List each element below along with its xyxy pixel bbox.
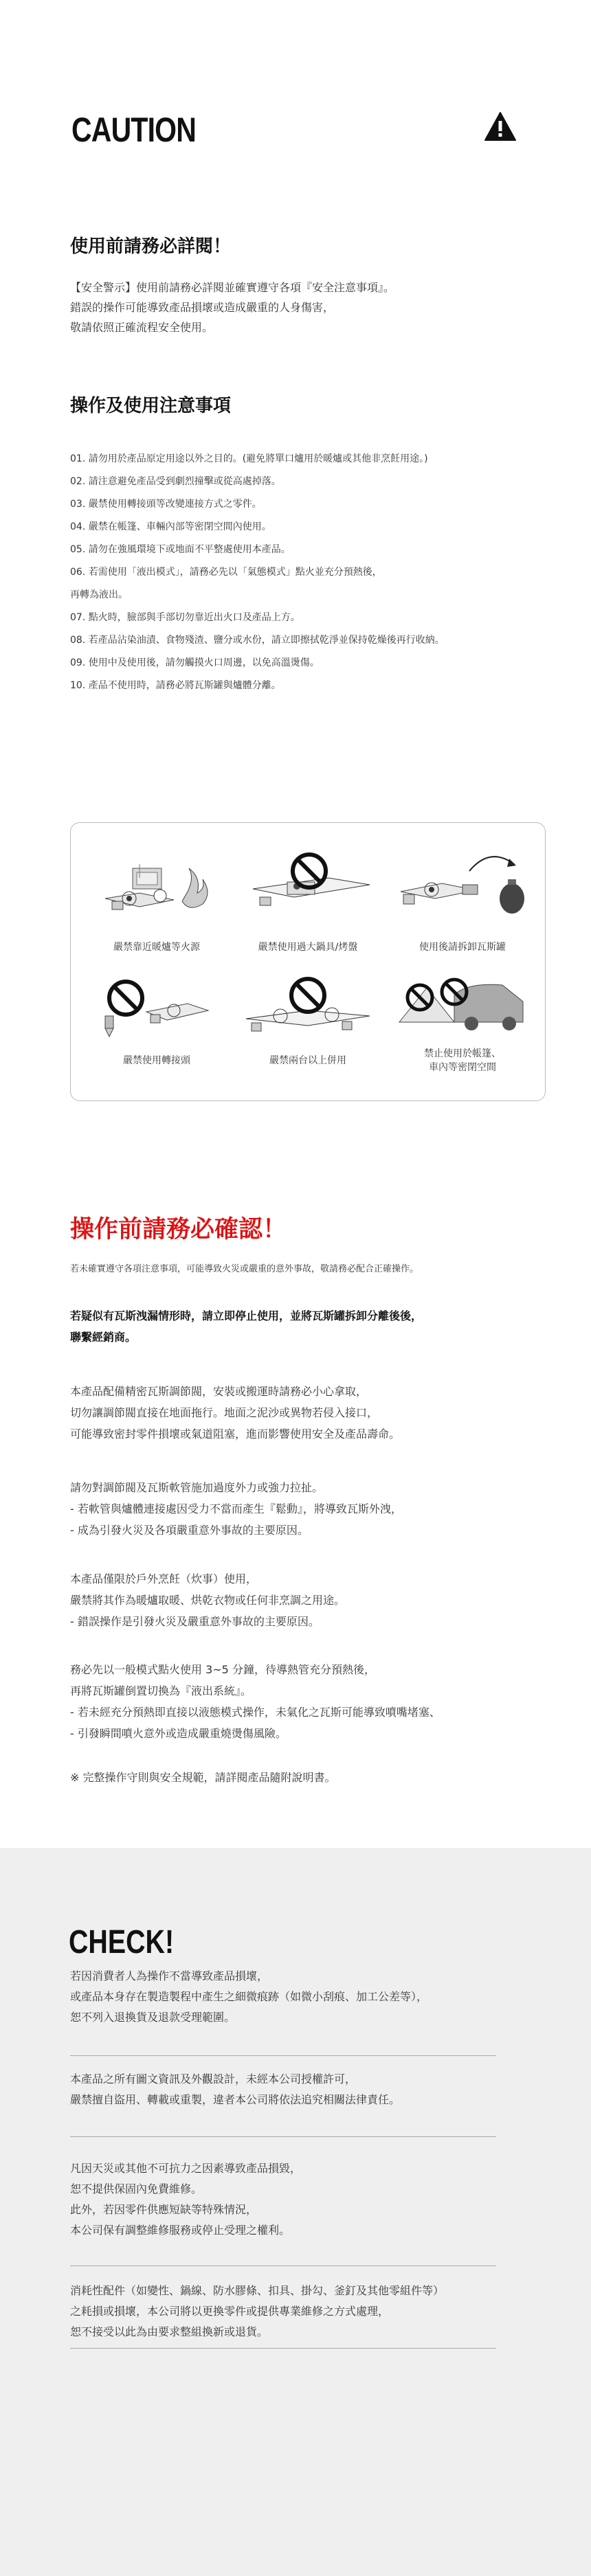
confirm-subtitle: 若未確實遵守各項注意事項，可能導致火災或嚴重的意外事故，敬請務必配合正確操作。: [70, 1264, 419, 1274]
list-item: 01. 請勿用於產品原定用途以外之目的。(避免將單口爐用於暖爐或其他非烹飪用途。): [70, 453, 428, 464]
oversized-grill-plate-icon: [246, 844, 377, 926]
check-block: 消耗性配件（如變性、鍋線、防水膠條、扣具、掛勾、釜釘及其他零組件等） 之耗損或損壞，本公司將以更換零件或提供專業維修之方式處理， 恕不接受以此為由要求整組換新或退貨。: [70, 2284, 445, 2338]
remove-gas-canister-icon: [394, 844, 531, 926]
list-item: 08. 若產品沾染油漬、食物殘渣、鹽分或水份，請立即擦拭乾淨並保持乾燥後再行收納。: [70, 635, 445, 646]
warning-pictogram-box: [70, 822, 546, 1101]
gas-leak-alert: 若疑似有瓦斯洩漏情形時，請立即停止使用，並將瓦斯罐拆卸分離後後， 聯繫經銷商。: [70, 1309, 423, 1344]
tent-car-prohibited-icon: [392, 967, 530, 1043]
warning-label: 嚴禁使用轉接頭: [123, 1055, 190, 1066]
check-block: 凡因天災或其他不可抗力之因素導致產品損毀， 恕不提供保固內免費維修。 此外，若因零件供應短缺等特殊情況， 本公司保有調整維修服務或停止受理之權利。: [70, 2162, 302, 2237]
preheat-text: 務必先以一般模式點火使用 3~5 分鐘，待導熱管充分預熱後， 再將瓦斯罐倒置切換為『液出系統』。 - 若未經充分預熱即直接以液態模式操作，未氣化之瓦斯可能導致噴嘴堵塞、 - 引發瞬間噴火意外或造成嚴重燒燙傷風險。: [70, 1663, 441, 1740]
list-item: 03. 嚴禁使用轉接頭等改變連接方式之零件。: [70, 499, 262, 510]
stove-near-heater-icon: [98, 850, 215, 926]
list-item: 10. 產品不使用時，請務必將瓦斯罐與爐體分離。: [70, 680, 281, 691]
check-block: 本產品之所有圖文資訊及外觀設計，未經本公司授權許可， 嚴禁擅自盜用、轉載或重製，違者本公司將依法追究相關法律責任。: [70, 2072, 401, 2106]
list-item: 04. 嚴禁在帳篷、車輛內部等密閉空間內使用。: [70, 521, 271, 532]
list-item: 06. 若需使用「液出模式」，請務必先以「氣態模式」點火並充分預熱後，: [70, 567, 382, 578]
hose-care-text: 請勿對調節閥及瓦斯軟管施加過度外力或強力拉扯。 - 若軟管與爐體連接處因受力不當而產生『鬆動』，將導致瓦斯外洩， - 成為引發火災及各項嚴重意外事故的主要原因。: [70, 1481, 402, 1537]
list-item: 07. 點火時，臉部與手部切勿靠近出火口及產品上方。: [70, 612, 300, 623]
list-item: 再轉為液出。: [70, 589, 128, 600]
warning-triangle-icon: [484, 111, 517, 142]
check-block: 若因消費者人為操作不當導致產品損壞， 或產品本身存在製造製程中產生之細微痕跡（如微小刮痕、加工公差等）， 恕不列入退換貨及退款受理範圍。: [70, 1969, 428, 2024]
rules-list: [70, 448, 551, 697]
warning-label: 禁止使用於帳篷、 車內等密閉空間: [424, 1048, 501, 1073]
caution-title: CAUTION: [71, 111, 197, 149]
outdoor-use-text: 本產品僅限於戶外烹飪（炊事）使用， 嚴禁將其作為暖爐取暖、烘乾衣物或任何非烹調之用途。 - 錯誤操作是引發火災及嚴重意外事故的主要原因。: [70, 1572, 346, 1628]
list-item: 02. 請注意避免產品受到劇烈撞擊或從高處掉落。: [70, 476, 281, 487]
warning-label: 使用後請拆卸瓦斯罐: [419, 942, 506, 953]
warning-label: 嚴禁靠近暖爐等火源: [113, 942, 200, 953]
warning-label: 嚴禁使用過大鍋具/烤盤: [258, 942, 358, 953]
list-item: 05. 請勿在強風環境下或地面不平整處使用本產品。: [70, 544, 291, 555]
divider: [70, 2348, 496, 2349]
intro-heading: 使用前請務必詳閱！: [70, 236, 232, 257]
divider: [70, 2055, 496, 2056]
valve-care-text: 本產品配備精密瓦斯調節閥，安裝或搬運時請務必小心拿取， 切勿讓調節閥直接在地面拖行。地面之泥沙或異物若侵入接口， 可能導致密封零件損壞或氣道阻塞，進而影響使用安全及產品壽命。: [70, 1385, 401, 1440]
warning-label: 嚴禁兩台以上併用: [269, 1055, 346, 1066]
check-title: CHECK!: [69, 1924, 175, 1961]
list-item: 09. 使用中及使用後，請勿觸摸火口周邊，以免高溫燙傷。: [70, 657, 320, 668]
two-stoves-prohibited-icon: [239, 971, 377, 1046]
manual-note: ※ 完整操作守則與安全規範，請詳閱產品隨附說明書。: [70, 1771, 336, 1784]
intro-text: 【安全警示】使用前請務必詳閱並確實遵守各項『安全注意事項』。 錯誤的操作可能導致產品損壞或造成嚴重的人身傷害， 敬請依照正確流程安全使用。: [70, 281, 395, 334]
divider: [70, 2136, 496, 2137]
adapter-prohibited-icon: [91, 971, 215, 1046]
rules-heading: 操作及使用注意事項: [70, 396, 232, 416]
confirm-title: 操作前請務必確認！: [70, 1216, 287, 1243]
